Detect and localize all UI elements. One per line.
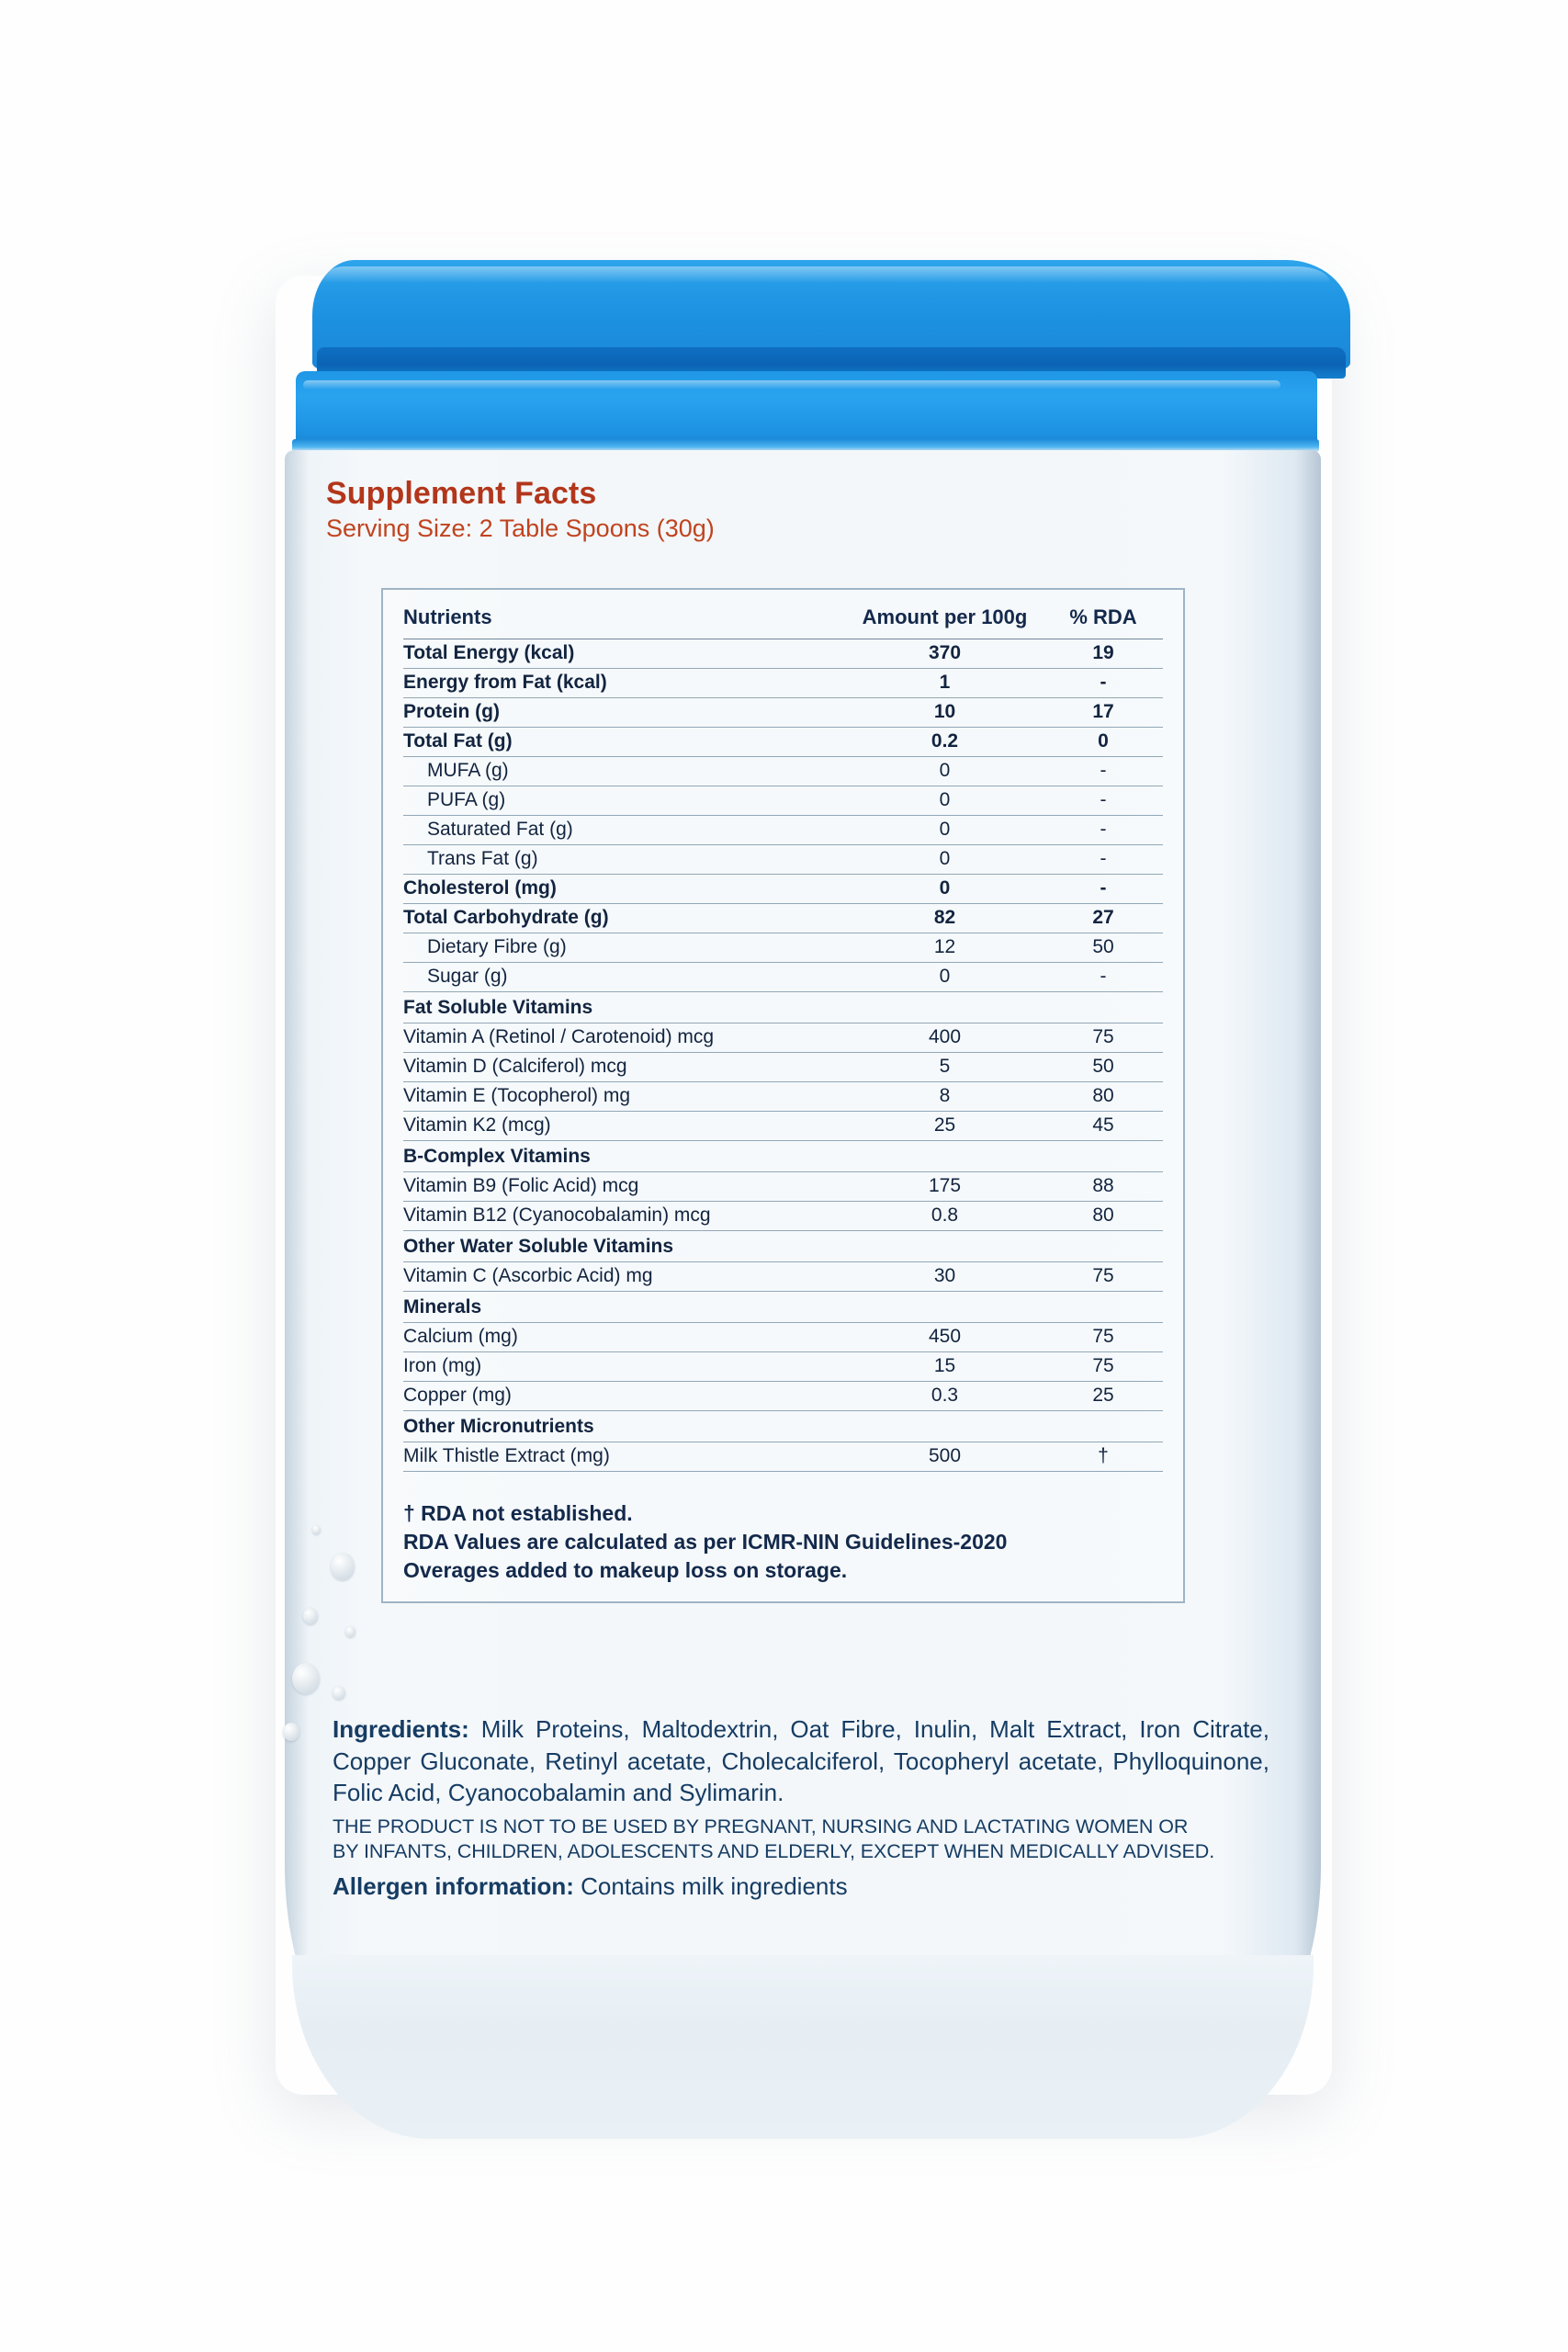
nutrient-amount: 1 [846, 669, 1043, 698]
nutrient-amount: 5 [846, 1053, 1043, 1082]
nutrient-name: Total Carbohydrate (g) [403, 904, 846, 933]
table-section-row [403, 992, 1163, 1023]
table-row [403, 816, 1163, 845]
nutrient-name: Trans Fat (g) [403, 845, 846, 875]
nutrient-name: Total Energy (kcal) [403, 639, 846, 669]
table-row [403, 728, 1163, 757]
usage-warning-line-2: BY INFANTS, CHILDREN, ADOLESCENTS AND ELDERLY, EXCEPT WHEN MEDICALLY ADVISED. [333, 1840, 1215, 1863]
nutrient-rda: 27 [1043, 904, 1163, 933]
nutrient-amount: 30 [846, 1262, 1043, 1292]
table-row [403, 963, 1163, 992]
table-row [403, 1262, 1163, 1292]
table-row [403, 1323, 1163, 1352]
nutrient-name: Vitamin B12 (Cyanocobalamin) mcg [403, 1202, 846, 1231]
nutrient-amount: 8 [846, 1082, 1043, 1112]
nutrient-name: Vitamin B9 (Folic Acid) mcg [403, 1172, 846, 1202]
nutrient-amount: 400 [846, 1023, 1043, 1053]
nutrient-name: Iron (mg) [403, 1352, 846, 1382]
nutrient-rda: - [1043, 757, 1163, 786]
table-row [403, 669, 1163, 698]
table-section-row [403, 1231, 1163, 1262]
nutrient-amount: 175 [846, 1172, 1043, 1202]
nutrient-rda: 0 [1043, 728, 1163, 757]
nutrient-rda: 50 [1043, 933, 1163, 963]
table-section-row [403, 1292, 1163, 1323]
allergen-label: Allergen information: [333, 1871, 574, 1900]
nutrient-amount: 0 [846, 845, 1043, 875]
nutrient-rda: 75 [1043, 1323, 1163, 1352]
nutrient-rda: - [1043, 875, 1163, 904]
nutrient-name: Saturated Fat (g) [403, 816, 846, 845]
column-header-rda: % RDA [1043, 603, 1163, 639]
nutrient-name: Milk Thistle Extract (mg) [403, 1442, 846, 1472]
table-footnotes [403, 1499, 1163, 1585]
nutrient-rda: 75 [1043, 1352, 1163, 1382]
nutrient-rda: 88 [1043, 1172, 1163, 1202]
table-section-row [403, 1141, 1163, 1172]
nutrient-rda: - [1043, 786, 1163, 816]
footnote-line-3: Overages added to makeup loss on storage. [403, 1558, 848, 1583]
section-title: Other Micronutrients [403, 1411, 1163, 1442]
allergen-text: Contains milk ingredients [573, 1871, 848, 1900]
table-row [403, 933, 1163, 963]
nutrient-amount: 12 [846, 933, 1043, 963]
table-row [403, 757, 1163, 786]
page-title: Supplement Facts [326, 476, 597, 511]
jar-bottom [292, 1955, 1314, 2139]
nutrient-amount: 500 [846, 1442, 1043, 1472]
footnote-line-1: † RDA not established. [403, 1501, 633, 1525]
nutrient-amount: 0.8 [846, 1202, 1043, 1231]
table-row [403, 698, 1163, 728]
nutrient-amount: 82 [846, 904, 1043, 933]
nutrient-rda: - [1043, 963, 1163, 992]
nutrient-amount: 450 [846, 1323, 1043, 1352]
nutrient-name: Cholesterol (mg) [403, 875, 846, 904]
nutrient-name: MUFA (g) [403, 757, 846, 786]
nutrient-amount: 0.3 [846, 1382, 1043, 1411]
table-row [403, 1442, 1163, 1472]
table-row [403, 1202, 1163, 1231]
nutrient-amount: 0 [846, 963, 1043, 992]
nutrient-name: Copper (mg) [403, 1382, 846, 1411]
bottom-text-block [333, 1713, 1269, 1901]
supplement-facts-table [403, 603, 1163, 1472]
table-row [403, 1352, 1163, 1382]
nutrient-name: Total Fat (g) [403, 728, 846, 757]
nutrient-name: Sugar (g) [403, 963, 846, 992]
supplement-facts-table-box [381, 588, 1185, 1603]
nutrient-rda: 80 [1043, 1202, 1163, 1231]
nutrient-name: Energy from Fat (kcal) [403, 669, 846, 698]
nutrient-rda: - [1043, 816, 1163, 845]
nutrient-name: Calcium (mg) [403, 1323, 846, 1352]
nutrient-amount: 15 [846, 1352, 1043, 1382]
nutrient-name: PUFA (g) [403, 786, 846, 816]
table-body [403, 639, 1163, 1472]
column-header-amount: Amount per 100g [846, 603, 1043, 639]
nutrient-amount: 0.2 [846, 728, 1043, 757]
section-title: Minerals [403, 1292, 1163, 1323]
nutrient-name: Vitamin D (Calciferol) mcg [403, 1053, 846, 1082]
nutrient-name: Vitamin A (Retinol / Carotenoid) mcg [403, 1023, 846, 1053]
nutrient-rda: 25 [1043, 1382, 1163, 1411]
nutrient-amount: 0 [846, 757, 1043, 786]
footnote-line-2: RDA Values are calculated as per ICMR-NIN Guidelines-2020 [403, 1530, 1008, 1555]
nutrient-rda: 75 [1043, 1262, 1163, 1292]
ingredients-label: Ingredients: [333, 1715, 469, 1743]
table-row [403, 786, 1163, 816]
section-title: Fat Soluble Vitamins [403, 992, 1163, 1023]
table-section-row [403, 1411, 1163, 1442]
nutrient-amount: 10 [846, 698, 1043, 728]
nutrient-rda: 75 [1043, 1023, 1163, 1053]
allergen-information [333, 1872, 1269, 1901]
nutrient-rda: - [1043, 845, 1163, 875]
nutrient-rda: 19 [1043, 639, 1163, 669]
serving-size-text: Serving Size: 2 Table Spoons (30g) [326, 514, 715, 542]
table-row [403, 1023, 1163, 1053]
nutrient-amount: 0 [846, 875, 1043, 904]
nutrient-name: Dietary Fibre (g) [403, 933, 846, 963]
nutrient-name: Protein (g) [403, 698, 846, 728]
table-row [403, 1382, 1163, 1411]
table-row [403, 1112, 1163, 1141]
table-row [403, 875, 1163, 904]
section-title: Other Water Soluble Vitamins [403, 1231, 1163, 1262]
nutrient-rda: - [1043, 669, 1163, 698]
usage-warning-line-1: THE PRODUCT IS NOT TO BE USED BY PREGNANT, NURSING AND LACTATING WOMEN OR [333, 1815, 1189, 1838]
nutrient-amount: 25 [846, 1112, 1043, 1141]
nutrient-rda: † [1043, 1442, 1163, 1472]
table-row [403, 1053, 1163, 1082]
jar-cap-band [296, 371, 1317, 445]
nutrient-amount: 0 [846, 786, 1043, 816]
section-title: B-Complex Vitamins [403, 1141, 1163, 1172]
nutrient-rda: 80 [1043, 1082, 1163, 1112]
nutrient-rda: 17 [1043, 698, 1163, 728]
ingredients-list: Milk Proteins, Maltodextrin, Oat Fibre, Inulin, Malt Extract, Iron Citrate, Copper Gluconate, Retinyl acetate, Cholecalciferol, Tocopheryl acetate, Phylloquinone, Folic Acid, Cyanocobalamin and Sylimarin. [333, 1715, 1269, 1807]
table-row [403, 1172, 1163, 1202]
column-header-nutrients: Nutrients [403, 603, 846, 639]
nutrient-name: Vitamin E (Tocopherol) mg [403, 1082, 846, 1112]
nutrient-rda: 50 [1043, 1053, 1163, 1082]
nutrient-rda: 45 [1043, 1112, 1163, 1141]
ingredients-paragraph [333, 1713, 1269, 1809]
table-row [403, 845, 1163, 875]
nutrient-name: Vitamin C (Ascorbic Acid) mg [403, 1262, 846, 1292]
nutrient-amount: 0 [846, 816, 1043, 845]
nutrient-name: Vitamin K2 (mcg) [403, 1112, 846, 1141]
nutrient-amount: 370 [846, 639, 1043, 669]
table-row [403, 639, 1163, 669]
usage-warning [333, 1815, 1269, 1865]
table-header [403, 603, 1163, 639]
table-row [403, 904, 1163, 933]
table-row [403, 1082, 1163, 1112]
